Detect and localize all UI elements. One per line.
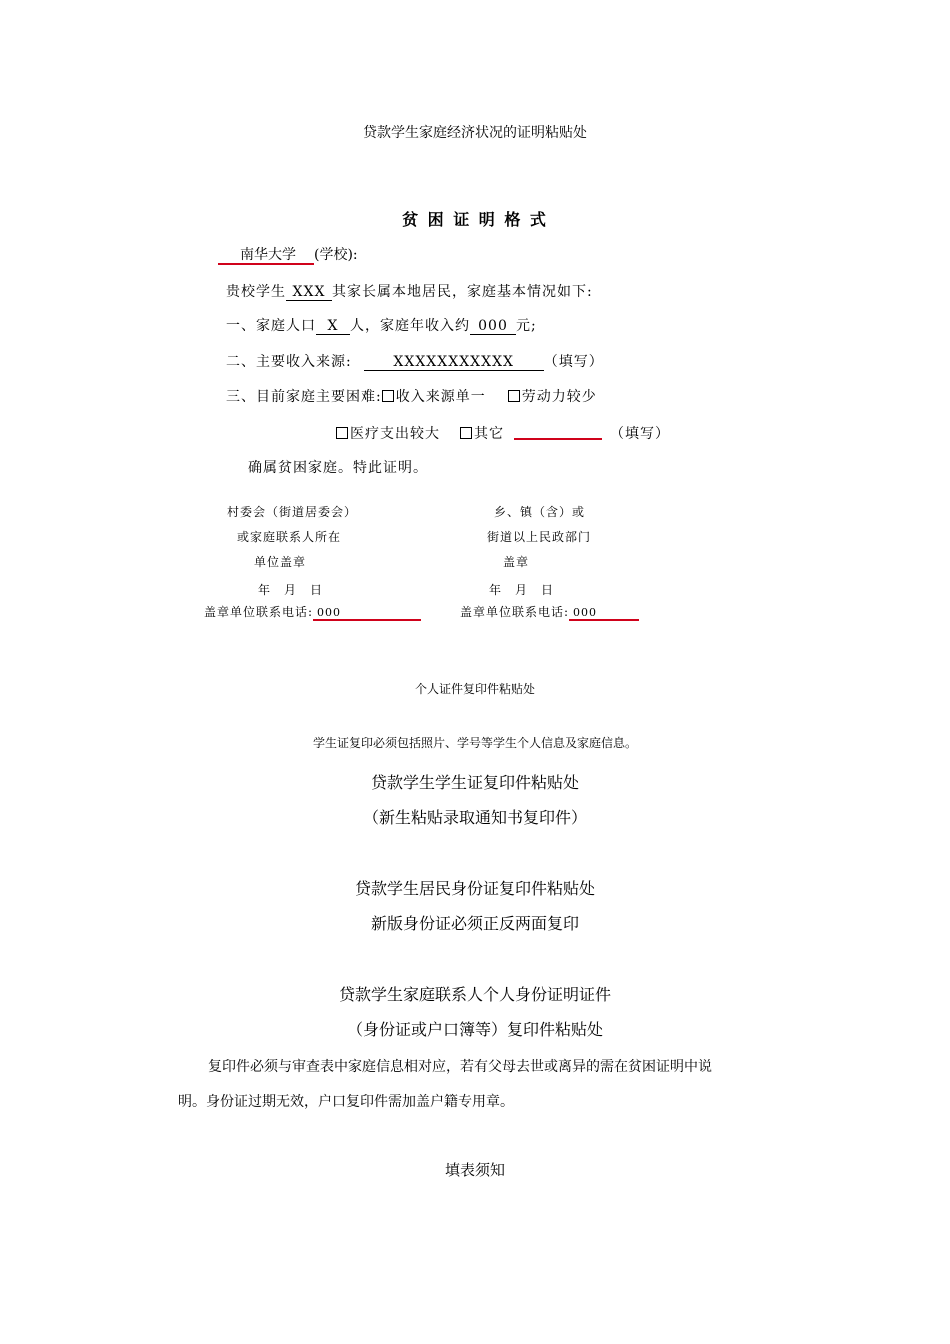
stamp-right-phone <box>460 603 639 621</box>
stamp-left-phone <box>204 603 421 621</box>
instructions-paragraph-line2: 明。身份证过期无效，户口复印件需加盖户籍专用章。 <box>178 1094 514 1110</box>
id-card-heading: 贷款学生居民身份证复印件粘贴处 <box>354 879 595 898</box>
page-title: 贷款学生家庭经济状况的证明粘贴处 <box>363 125 587 141</box>
checkbox-icon[interactable] <box>508 390 520 402</box>
school-line <box>218 244 358 265</box>
id-section-note: 学生证复印必须包括照片、学号等学生个人信息及家庭信息。 <box>312 736 637 750</box>
student-line <box>226 281 593 301</box>
option-other: 其它 <box>474 426 504 442</box>
stamp-left-line2: 或家庭联系人所在 <box>237 530 342 544</box>
phone-field: 000 <box>569 607 639 621</box>
checkbox-icon[interactable] <box>460 427 472 439</box>
checkbox-icon[interactable] <box>336 427 348 439</box>
income-source-label: 二、主要收入来源: <box>226 354 352 370</box>
other-field <box>514 422 602 440</box>
phone-label: 盖章单位联系电话: <box>204 605 314 619</box>
phone-field: 000 <box>313 607 421 621</box>
school-field: 南华大学 <box>218 248 314 265</box>
income-label: 人，家庭年收入约 <box>350 318 470 334</box>
stamp-right-line1: 乡、镇（含）或 <box>494 505 586 519</box>
contact-id-subheading: （身份证或户口簿等）复印件粘贴处 <box>346 1020 603 1039</box>
income-source-hint: （填写） <box>543 354 604 370</box>
income-source-field: XXXXXXXXXXX <box>364 355 544 371</box>
stamp-left-line3: 单位盖章 <box>254 555 307 569</box>
income-source-line <box>226 351 604 371</box>
student-card-subheading: （新生粘贴录取通知书复印件） <box>362 808 587 827</box>
family-line <box>226 315 537 335</box>
income-unit: 元; <box>516 318 537 334</box>
school-suffix: (学校): <box>314 247 358 263</box>
stamp-right-line2: 街道以上民政部门 <box>487 530 592 544</box>
family-size-label: 一、家庭人口 <box>226 318 316 334</box>
option-medical: 医疗支出较大 <box>350 426 440 442</box>
closing-statement: 确属贫困家庭。特此证明。 <box>248 460 428 476</box>
stamp-left-line1: 村委会（街道居委会） <box>227 505 358 519</box>
income-field: 000 <box>470 319 516 335</box>
student-label: 贵校学生 <box>226 284 286 300</box>
checkbox-icon[interactable] <box>382 390 394 402</box>
instructions-paragraph-line1: 复印件必须与审查表中家庭信息相对应，若有父母去世或离异的需在贫困证明中说 <box>208 1059 712 1075</box>
phone-label: 盖章单位联系电话: <box>460 605 570 619</box>
id-card-subheading: 新版身份证必须正反两面复印 <box>370 914 579 933</box>
difficulty-line <box>226 386 597 406</box>
difficulty-label: 三、目前家庭主要困难: <box>226 389 382 405</box>
student-field: XXX <box>286 285 332 301</box>
option-less-labor: 劳动力较少 <box>521 389 597 405</box>
id-section-title: 个人证件复印件粘贴处 <box>414 682 535 696</box>
other-hint: （填写） <box>610 426 670 442</box>
stamp-right-line3: 盖章 <box>503 555 530 569</box>
student-card-heading: 贷款学生学生证复印件粘贴处 <box>370 773 579 792</box>
difficulty-line-2 <box>336 422 670 443</box>
family-size-field: X <box>316 319 350 335</box>
certificate-title: 贫 困 证 明 格 式 <box>402 210 548 229</box>
option-single-income: 收入来源单一 <box>395 389 486 405</box>
student-suffix: 其家长属本地居民，家庭基本情况如下: <box>332 284 593 300</box>
contact-id-heading: 贷款学生家庭联系人个人身份证明证件 <box>338 985 611 1004</box>
stamp-right-date: 年 月 日 <box>489 583 555 597</box>
stamp-left-date: 年 月 日 <box>258 583 324 597</box>
filling-notice-title: 填表须知 <box>444 1161 505 1179</box>
